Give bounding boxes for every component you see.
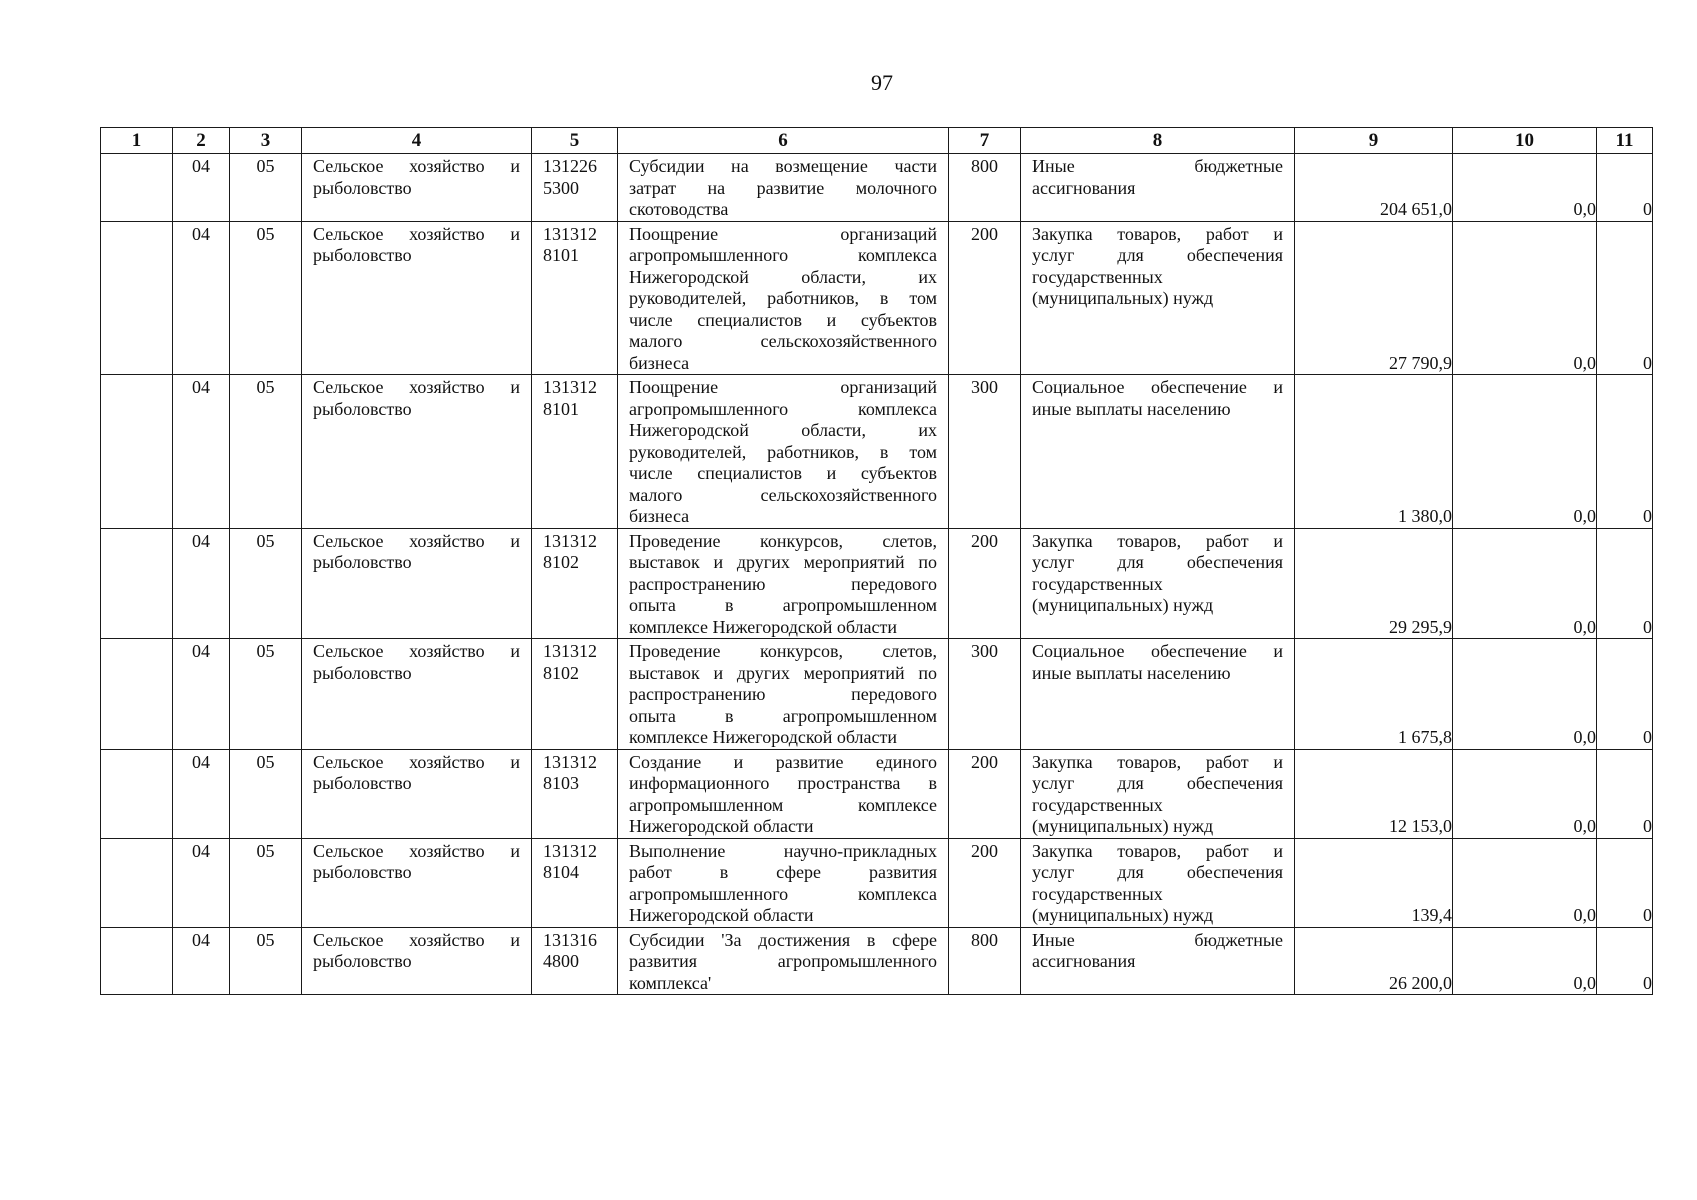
table-row: [101, 528, 1653, 639]
cell-section-name: [302, 749, 532, 838]
cell-amount-3-value: 0: [1643, 352, 1652, 373]
cell-subsection: [230, 375, 302, 529]
cell-amount-3-value: 0: [1643, 506, 1652, 526]
column-header: 1: [101, 128, 173, 154]
cell-target-code: [532, 221, 618, 375]
table-row: [101, 221, 1653, 375]
column-header: 3: [230, 128, 302, 154]
cell-target-name-line: информационного пространства в: [629, 773, 937, 793]
cell-target-name: [618, 838, 949, 927]
cell-expense-type-name-line: Закупка товаров, работ и: [1032, 751, 1283, 772]
cell-section-name-line: рыболовство: [313, 177, 412, 198]
cell-amount-2-value: 0,0: [1573, 972, 1596, 993]
table-body: [101, 154, 1653, 995]
cell-target-name-line: бизнеса: [629, 506, 690, 526]
cell-target-name-line: Проведение конкурсов, слетов,: [629, 530, 937, 551]
cell-target-code-line: 8102: [543, 552, 579, 572]
cell-section-name: [302, 927, 532, 995]
cell-target-code: [532, 838, 618, 927]
cell-target-name-line: Нижегородской области: [629, 816, 814, 836]
cell-section-text: 04: [192, 641, 210, 661]
cell-expense-type-name-line: ассигнования: [1032, 951, 1136, 971]
cell-target-code-line: 8101: [543, 398, 579, 419]
cell-amount-3: [1597, 927, 1653, 995]
cell-section: [173, 927, 230, 995]
cell-section: [173, 639, 230, 750]
cell-target-code: [532, 639, 618, 750]
cell-section-name-line: рыболовство: [313, 951, 412, 971]
cell-expense-type-name-line: (муниципальных) нужд: [1032, 816, 1214, 836]
cell-amount: [1295, 375, 1453, 529]
cell-expense-type-text: 200: [971, 223, 998, 244]
cell-expense-type-name-line: Социальное обеспечение и: [1032, 641, 1283, 661]
cell-section: [173, 221, 230, 375]
cell-amount-2-value: 0,0: [1573, 905, 1596, 925]
cell-section-text: 04: [192, 156, 210, 176]
cell-target-code-line: 8104: [543, 862, 579, 882]
cell-section-name-line: рыболовство: [313, 552, 412, 572]
cell-target-code-line: 131312: [543, 530, 597, 551]
cell-target-name-line: комплексе Нижегородской области: [629, 616, 897, 637]
cell-expense-type-name: [1021, 221, 1295, 375]
cell-section: [173, 749, 230, 838]
cell-expense-type-text: 300: [971, 377, 998, 397]
cell-expense-type-text: 800: [971, 156, 998, 176]
cell-amount-2: [1453, 639, 1597, 750]
cell-amount-3: [1597, 221, 1653, 375]
cell-expense-type-name: [1021, 154, 1295, 222]
cell-amount-value: 12 153,0: [1389, 816, 1452, 836]
cell-target-name-line: агропромышленного комплекса: [629, 883, 937, 904]
cell-subsection-text: 05: [256, 840, 275, 861]
cell-section-name-line: Сельское хозяйство и: [313, 156, 520, 176]
cell-target-code-line: 8101: [543, 245, 579, 265]
cell-expense-type-name-line: (муниципальных) нужд: [1032, 905, 1214, 925]
cell-target-name-line: Нижегородской области: [629, 905, 814, 925]
cell-target-name-line: опыта в агропромышленном: [629, 595, 937, 615]
cell-target-code-line: 131316: [543, 929, 597, 950]
cell-target-name-line: Нижегородской области, их: [629, 266, 937, 287]
cell-target-name-line: выставок и других мероприятий по: [629, 552, 937, 572]
cell-amount: [1295, 838, 1453, 927]
cell-section-name-line: рыболовство: [313, 773, 412, 793]
cell-target-name-line: агропромышленном комплексе: [629, 794, 937, 815]
cell-section-name-line: Сельское хозяйство и: [313, 377, 520, 397]
cell-amount-2: [1453, 375, 1597, 529]
cell-target-code-line: 131312: [543, 223, 597, 244]
cell-section-name: [302, 154, 532, 222]
cell-target-name-line: комплексе Нижегородской области: [629, 727, 897, 747]
cell-section-name: [302, 375, 532, 529]
cell-target-name-line: Поощрение организаций: [629, 223, 937, 244]
cell-target-name-line: Субсидии 'За достижения в сфере: [629, 929, 937, 950]
cell-col1: [101, 221, 173, 375]
cell-target-code-line: 8103: [543, 773, 579, 793]
cell-expense-type-name-line: услуг для обеспечения: [1032, 552, 1283, 572]
cell-expense-type-name-line: Социальное обеспечение и: [1032, 377, 1283, 397]
cell-target-name-line: распространению передового: [629, 573, 937, 594]
cell-amount-3: [1597, 154, 1653, 222]
cell-amount-2-value: 0,0: [1573, 352, 1596, 373]
cell-expense-type-text: 800: [971, 929, 998, 950]
cell-amount-3-value: 0: [1643, 816, 1652, 836]
cell-target-name-line: агропромышленного комплекса: [629, 398, 937, 419]
cell-target-code: [532, 927, 618, 995]
cell-section-name-line: рыболовство: [313, 398, 412, 419]
cell-section-name: [302, 838, 532, 927]
cell-amount-3-value: 0: [1643, 972, 1652, 993]
cell-target-name-line: затрат на развитие молочного: [629, 177, 937, 198]
cell-amount-value: 29 295,9: [1389, 616, 1452, 637]
cell-col1: [101, 927, 173, 995]
cell-expense-type: [949, 838, 1021, 927]
cell-target-name-line: распространению передового: [629, 684, 937, 704]
cell-expense-type-name-line: Закупка товаров, работ и: [1032, 530, 1283, 551]
cell-col1: [101, 838, 173, 927]
cell-expense-type-name-line: государственных: [1032, 266, 1163, 287]
cell-amount-3-value: 0: [1643, 616, 1652, 637]
column-header: 5: [532, 128, 618, 154]
cell-target-name-line: руководителей, работников, в том: [629, 288, 937, 308]
cell-target-name-line: малого сельскохозяйственного: [629, 484, 937, 505]
cell-amount-3-value: 0: [1643, 905, 1652, 925]
cell-amount-3: [1597, 639, 1653, 750]
cell-amount-2-value: 0,0: [1573, 816, 1596, 836]
column-header: 4: [302, 128, 532, 154]
cell-amount-3: [1597, 838, 1653, 927]
cell-target-name-line: Создание и развитие единого: [629, 751, 937, 772]
cell-target-name: [618, 749, 949, 838]
column-header: 8: [1021, 128, 1295, 154]
cell-expense-type-text: 300: [971, 641, 998, 661]
cell-expense-type: [949, 639, 1021, 750]
cell-target-name-line: работ в сфере развития: [629, 862, 937, 882]
cell-subsection: [230, 154, 302, 222]
cell-target-code: [532, 749, 618, 838]
cell-section-text: 04: [192, 530, 210, 551]
cell-section-name-line: Сельское хозяйство и: [313, 223, 520, 244]
page-number: 97: [871, 70, 893, 95]
cell-expense-type-name-line: государственных: [1032, 883, 1163, 904]
cell-expense-type-text: 200: [971, 840, 998, 861]
table-row: [101, 927, 1653, 995]
cell-subsection-text: 05: [256, 377, 275, 397]
cell-expense-type-name-line: (муниципальных) нужд: [1032, 595, 1214, 615]
cell-subsection: [230, 927, 302, 995]
cell-target-code-line: 131312: [543, 751, 597, 772]
cell-section-text: 04: [192, 840, 210, 861]
cell-amount-value: 26 200,0: [1389, 972, 1452, 993]
table-row: [101, 639, 1653, 750]
header-row: [101, 128, 1653, 154]
cell-target-name-line: числе специалистов и субъектов: [629, 309, 937, 330]
cell-col1: [101, 154, 173, 222]
column-header: 11: [1597, 128, 1653, 154]
cell-amount-2-value: 0,0: [1573, 199, 1596, 219]
cell-subsection-text: 05: [256, 223, 275, 244]
cell-expense-type: [949, 375, 1021, 529]
cell-amount-2: [1453, 749, 1597, 838]
cell-amount-2-value: 0,0: [1573, 616, 1596, 637]
cell-target-name-line: комплекса': [629, 972, 712, 993]
cell-expense-type: [949, 749, 1021, 838]
cell-subsection-text: 05: [256, 641, 275, 661]
column-header: 10: [1453, 128, 1597, 154]
cell-target-name-line: выставок и других мероприятий по: [629, 662, 937, 683]
cell-amount: [1295, 221, 1453, 375]
cell-amount-3: [1597, 749, 1653, 838]
cell-expense-type-name-line: государственных: [1032, 573, 1163, 594]
cell-col1: [101, 528, 173, 639]
cell-target-name-line: малого сельскохозяйственного: [629, 331, 937, 351]
cell-section-name-line: Сельское хозяйство и: [313, 840, 520, 861]
cell-expense-type-name-line: Закупка товаров, работ и: [1032, 840, 1283, 861]
cell-target-name: [618, 927, 949, 995]
cell-amount-2: [1453, 221, 1597, 375]
cell-expense-type-name-line: услуг для обеспечения: [1032, 773, 1283, 793]
cell-section-name-line: рыболовство: [313, 862, 412, 882]
cell-section-name: [302, 221, 532, 375]
cell-target-name-line: развития агропромышленного: [629, 951, 937, 971]
cell-amount-3-value: 0: [1643, 727, 1652, 747]
cell-expense-type-name-line: иные выплаты населению: [1032, 662, 1231, 683]
cell-amount: [1295, 749, 1453, 838]
cell-amount-2: [1453, 838, 1597, 927]
cell-expense-type: [949, 528, 1021, 639]
cell-amount: [1295, 927, 1453, 995]
cell-section-name-line: Сельское хозяйство и: [313, 751, 520, 772]
cell-target-name-line: скотоводства: [629, 199, 729, 219]
cell-subsection: [230, 639, 302, 750]
cell-target-name-line: Поощрение организаций: [629, 377, 937, 397]
cell-amount: [1295, 528, 1453, 639]
cell-section-name-line: рыболовство: [313, 662, 412, 683]
cell-target-code: [532, 154, 618, 222]
cell-subsection-text: 05: [256, 156, 275, 176]
cell-subsection: [230, 838, 302, 927]
cell-expense-type-name: [1021, 375, 1295, 529]
column-header: 2: [173, 128, 230, 154]
cell-target-name-line: Выполнение научно-прикладных: [629, 840, 937, 861]
cell-expense-type-name: [1021, 838, 1295, 927]
cell-amount-2: [1453, 927, 1597, 995]
cell-amount: [1295, 154, 1453, 222]
cell-expense-type-name-line: иные выплаты населению: [1032, 398, 1231, 419]
cell-subsection-text: 05: [256, 530, 275, 551]
cell-expense-type-name-line: государственных: [1032, 794, 1163, 815]
cell-expense-type: [949, 927, 1021, 995]
column-header: 7: [949, 128, 1021, 154]
cell-target-name-line: опыта в агропромышленном: [629, 705, 937, 726]
budget-table: [100, 127, 1653, 995]
column-header: 9: [1295, 128, 1453, 154]
cell-expense-type-name: [1021, 528, 1295, 639]
cell-expense-type: [949, 221, 1021, 375]
cell-section-text: 04: [192, 929, 210, 950]
cell-expense-type-text: 200: [971, 751, 998, 772]
cell-col1: [101, 375, 173, 529]
cell-section-name: [302, 639, 532, 750]
cell-target-code-line: 131312: [543, 641, 597, 661]
cell-amount-3: [1597, 528, 1653, 639]
cell-target-code-line: 4800: [543, 951, 579, 971]
table-row: [101, 154, 1653, 222]
table-row: [101, 375, 1653, 529]
cell-subsection-text: 05: [256, 929, 275, 950]
cell-expense-type-text: 200: [971, 530, 998, 551]
cell-target-name-line: бизнеса: [629, 352, 690, 373]
cell-amount: [1295, 639, 1453, 750]
cell-section-text: 04: [192, 751, 210, 772]
column-header: 6: [618, 128, 949, 154]
cell-expense-type-name: [1021, 927, 1295, 995]
cell-target-code-line: 131312: [543, 840, 597, 861]
cell-target-code-line: 131226: [543, 156, 597, 176]
cell-target-code: [532, 528, 618, 639]
cell-expense-type-name-line: услуг для обеспечения: [1032, 245, 1283, 265]
cell-target-name-line: Нижегородской области, их: [629, 420, 937, 440]
cell-section: [173, 375, 230, 529]
cell-target-name-line: числе специалистов и субъектов: [629, 463, 937, 483]
cell-target-name-line: руководителей, работников, в том: [629, 441, 937, 462]
cell-amount-2-value: 0,0: [1573, 727, 1596, 747]
cell-expense-type-name-line: (муниципальных) нужд: [1032, 288, 1214, 308]
cell-target-code-line: 131312: [543, 377, 597, 397]
cell-section-name-line: Сельское хозяйство и: [313, 929, 520, 950]
cell-amount-value: 139,4: [1411, 905, 1452, 925]
cell-section-text: 04: [192, 377, 210, 397]
cell-target-name: [618, 154, 949, 222]
cell-target-name: [618, 221, 949, 375]
cell-subsection: [230, 221, 302, 375]
cell-expense-type-name-line: Иные бюджетные: [1032, 156, 1283, 176]
table-row: [101, 838, 1653, 927]
cell-target-name: [618, 528, 949, 639]
cell-amount-value: 204 651,0: [1380, 199, 1452, 219]
cell-section-name: [302, 528, 532, 639]
cell-amount-2: [1453, 528, 1597, 639]
cell-section-name-line: Сельское хозяйство и: [313, 530, 520, 551]
cell-section-name-line: Сельское хозяйство и: [313, 641, 520, 661]
cell-amount-3: [1597, 375, 1653, 529]
cell-subsection: [230, 528, 302, 639]
cell-amount-3-value: 0: [1643, 199, 1652, 219]
cell-section: [173, 838, 230, 927]
cell-target-name-line: Субсидии на возмещение части: [629, 156, 937, 176]
cell-target-code-line: 5300: [543, 177, 579, 198]
cell-amount-2-value: 0,0: [1573, 506, 1596, 526]
table-row: [101, 749, 1653, 838]
cell-expense-type: [949, 154, 1021, 222]
cell-expense-type-name-line: ассигнования: [1032, 177, 1136, 198]
cell-subsection-text: 05: [256, 751, 275, 772]
cell-target-name: [618, 639, 949, 750]
cell-col1: [101, 749, 173, 838]
cell-section: [173, 528, 230, 639]
cell-expense-type-name-line: Закупка товаров, работ и: [1032, 223, 1283, 244]
cell-expense-type-name: [1021, 639, 1295, 750]
cell-target-code: [532, 375, 618, 529]
cell-target-code-line: 8102: [543, 662, 579, 683]
cell-section: [173, 154, 230, 222]
cell-expense-type-name: [1021, 749, 1295, 838]
cell-target-name-line: Проведение конкурсов, слетов,: [629, 641, 937, 661]
cell-amount-2: [1453, 154, 1597, 222]
cell-col1: [101, 639, 173, 750]
cell-expense-type-name-line: Иные бюджетные: [1032, 929, 1283, 950]
cell-amount-value: 1 675,8: [1398, 727, 1452, 747]
cell-expense-type-name-line: услуг для обеспечения: [1032, 862, 1283, 882]
cell-target-name-line: агропромышленного комплекса: [629, 245, 937, 265]
cell-section-text: 04: [192, 223, 210, 244]
cell-target-name: [618, 375, 949, 529]
cell-subsection: [230, 749, 302, 838]
cell-amount-value: 1 380,0: [1398, 506, 1452, 526]
cell-amount-value: 27 790,9: [1389, 352, 1452, 373]
cell-section-name-line: рыболовство: [313, 245, 412, 265]
